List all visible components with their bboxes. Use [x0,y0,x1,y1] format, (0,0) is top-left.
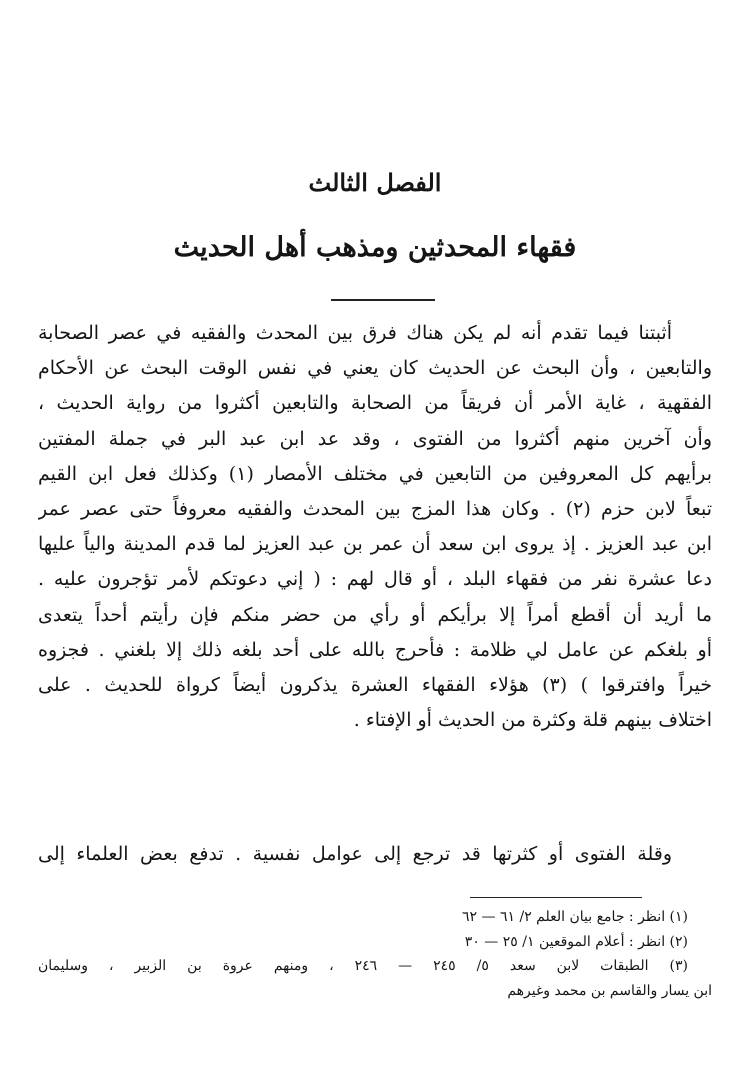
body-line: خيراً وافترقوا ) (٣) هؤلاء الفقهاء العشرة يذكرون أيضاً كرواة للحديث . على [38,673,712,696]
body-line: برأيهم كل المعروفين من التابعين في مختلف الأمصار (١) وكذلك فعل ابن القيم [38,462,712,485]
body-line: ابن عبد العزيز . إذ يروى ابن سعد أن عمر بن عبد العزيز لما قدم المدينة والياً عليها [38,533,712,556]
body-line: ما أريد أن أقطع أمراً إلا برأيكم أو رأي من حضر منكم فإن رأيتم أحداً يتعدى [38,603,712,626]
body-line: تبعاً لابن حزم (٢) . وكان هذا المزج بين المحدث والفقيه معروفاً حتى عصر عمر [38,497,712,520]
body-line: أو بلغكم عن عامل لي ظلامة : فأحرج بالله على أحد بلغه ذلك إلا بلغني . فجزوه [38,638,712,661]
footnote-3: (٣) الطبقات لابن سعد ٥/ ٢٤٥ — ٢٤٦ ، ومنهم عروة بن الزبير ، وسليمان [38,958,688,974]
body-line: دعا عشرة نفر من فقهاء البلد ، أو قال لهم : ( إني دعوتكم لأمر تؤجرون عليه . [38,568,712,591]
chapter-subtitle: فقهاء المحدثين ومذهب أهل الحديث [173,232,577,263]
body-line: وأن آخرين منهم أكثروا من الفتوى ، وقد عد ابن عبد البر في جملة المفتين [38,427,712,450]
footnotes [38,905,712,1003]
footnote-2: (٢) انظر : أعلام الموقعين ١/ ٢٥ — ٣٠ [464,933,688,950]
title-divider [331,299,435,301]
body-line: والتابعين ، وأن البحث عن الحديث كان يعني في نفس الوقت البحث عن الأحكام [38,357,712,380]
body-line: الفقهية ، غاية الأمر أن فريقاً من الصحابة والتابعين أكثروا من رواية الحديث ، [38,392,712,415]
paragraph-2 [38,837,712,872]
paragraph-1 [38,316,712,738]
footnote-3-continued: ابن يسار والقاسم بن محمد وغيرهم [507,982,712,999]
footnote-1: (١) انظر : جامع بيان العلم ٢/ ٦١ — ٦٢ [462,909,688,925]
footnote-divider [470,897,642,898]
body-line: اختلاف بينهم قلة وكثرة من الحديث أو الإفتاء . [353,709,712,732]
body-line: أثبتنا فيما تقدم أنه لم يكن هناك فرق بين المحدث والفقيه في عصر الصحابة [38,322,672,344]
body-line: وقلة الفتوى أو كثرتها قد ترجع إلى عوامل نفسية . تدفع بعض العلماء إلى [38,843,672,865]
chapter-title: الفصل الثالث [308,168,442,197]
